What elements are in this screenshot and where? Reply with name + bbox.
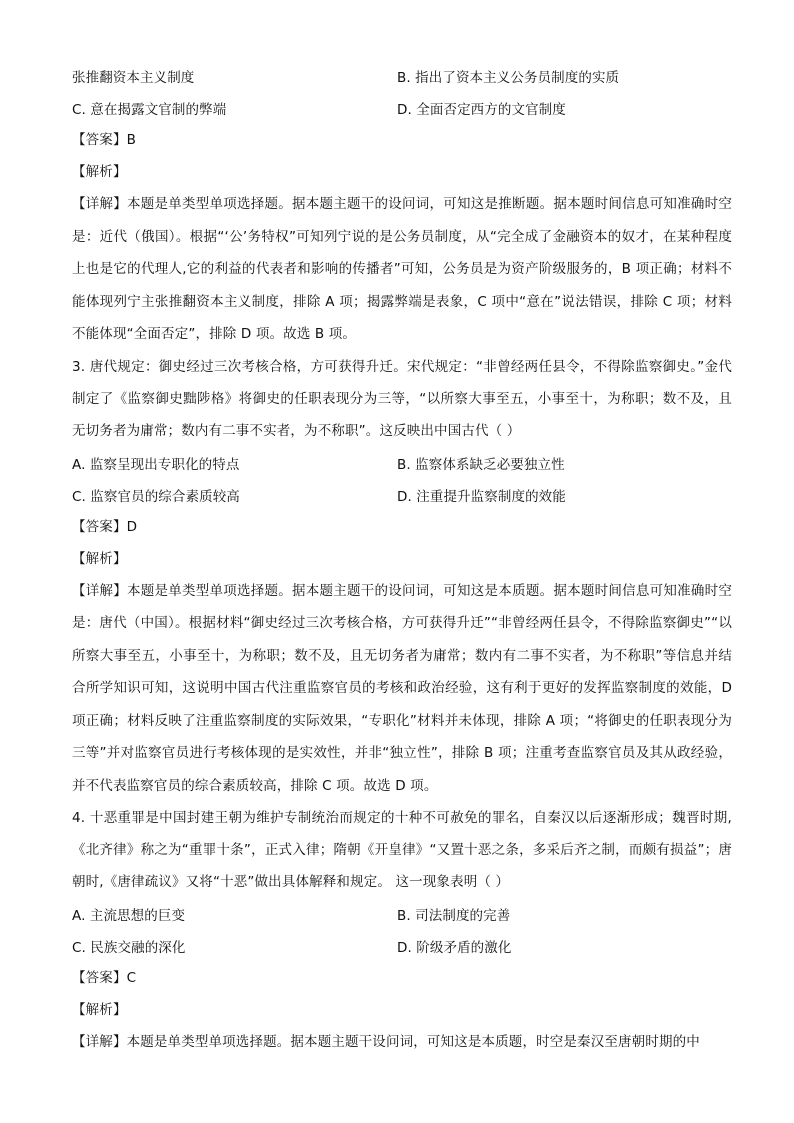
q3-answer: 【答案】D <box>72 518 138 535</box>
q2-option-b: B. 指出了资本主义公务员制度的实质 <box>397 70 620 86</box>
q3-option-d: D. 注重提升监察制度的效能 <box>397 488 566 505</box>
q4-analysis-label: 【解析】 <box>72 1002 127 1018</box>
q3-detail: 【详解】本题是单类型单项选择题。据本题主题干的设问词，可知这是本质题。据本题时间信息可知准确时空是：唐代（中国）。根据材料“御史经过三次考核合格，方可获得升迁”“非曾经两任县令，不得除监察御史”“以所察大事至五，小事至十，为称职；数不及，且无切务者为庸常；数内有二事不实者，为不称职”等信息并结合所学知识可知，这说明中国古代注重监察官员的考核和政治经验，这有利于更好的发挥监察制度的效能，D 项正确；材料反映了注重监察制度的实际效果，“专职化”材料并未体现，排除 A 项；“将御史的任职表现分为三等”并对监察官员进行考核体现的是实效性，并非“独立性”，排除 B 项；注重考查监察官员及其从政经验，并不代表监察官员的综合素质较高，排除 C 项。故选 D 项。 <box>72 582 732 794</box>
q3-option-a: A. 监察呈现出专职化的特点 <box>72 456 240 473</box>
q3-option-b: B. 监察体系缺乏必要独立性 <box>397 456 565 473</box>
q2-option-c: C. 意在揭露文官制的弊端 <box>72 102 227 118</box>
q3-analysis-label: 【解析】 <box>72 550 127 567</box>
q2-options-row-1 <box>72 60 732 92</box>
q4-detail: 【详解】本题是单类型单项选择题。据本题主题干设问词，可知这是本质题，时空是秦汉至唐朝时期的中 <box>72 1034 700 1050</box>
q3-options-row-1 <box>72 447 732 479</box>
q3-options-row-2 <box>72 479 732 511</box>
q3-option-c: C. 监察官员的综合素质较高 <box>72 488 240 505</box>
document-page <box>72 60 732 1058</box>
q4-options-row-1 <box>72 898 732 930</box>
q2-analysis-label: 【解析】 <box>72 164 127 180</box>
q2-detail: 【详解】本题是单类型单项选择题。据本题主题干的设问词，可知这是推断题。据本题时间信息可知准确时空是：近代（俄国）。根据“‘公’务特权”可知列宁说的是公务员制度，从“完全成了金融资本的奴才，在某种程度上也是它的代理人,它的利益的代表者和影响的传播者”可知，公务员是为资产阶级服务的，B 项正确；材料不能体现列宁主张推翻资本主义制度，排除 A 项；揭露弊端是表象，C 项中“意在”说法错误，排除 C 项；材料不能体现“全面否定”，排除 D 项。故选 B 项。 <box>72 196 732 342</box>
q4-stem: 4. 十恶重罪是中国封建王朝为维护专制统治而规定的十种不可赦免的罪名，自秦汉以后逐渐形成；魏晋时期,《北齐律》称之为“重罪十条”，正式入律；隋朝《开皇律》“又置十恶之条，多采后齐之制，而颇有损益”；唐朝时,《唐律疏议》又将“十恶”做出具体解释和规定。 这一现象表明（ ） <box>72 810 732 890</box>
q2-option-a-tail: 张推翻资本主义制度 <box>72 70 195 86</box>
q2-options-row-2 <box>72 92 732 124</box>
q4-options-row-2 <box>72 930 732 962</box>
q2-option-d: D. 全面否定西方的文官制度 <box>397 102 566 118</box>
q2-answer: 【答案】B <box>72 132 137 148</box>
q4-option-b: B. 司法制度的完善 <box>397 908 511 924</box>
q3-stem: 3. 唐代规定：御史经过三次考核合格，方可获得升迁。宋代规定：“非曾经两任县令，不得除监察御史。”金代制定了《监察御史黜陟格》将御史的任职表现分为三等，“以所察大事至五，小事至十，为称职；数不及，且无切务者为庸常；数内有二事不实者，为不称职”。这反映出中国古代（ ） <box>72 358 732 439</box>
q4-option-d: D. 阶级矛盾的激化 <box>397 940 512 956</box>
q4-answer: 【答案】C <box>72 970 137 986</box>
q4-option-c: C. 民族交融的深化 <box>72 940 186 956</box>
q4-option-a: A. 主流思想的巨变 <box>72 908 186 924</box>
